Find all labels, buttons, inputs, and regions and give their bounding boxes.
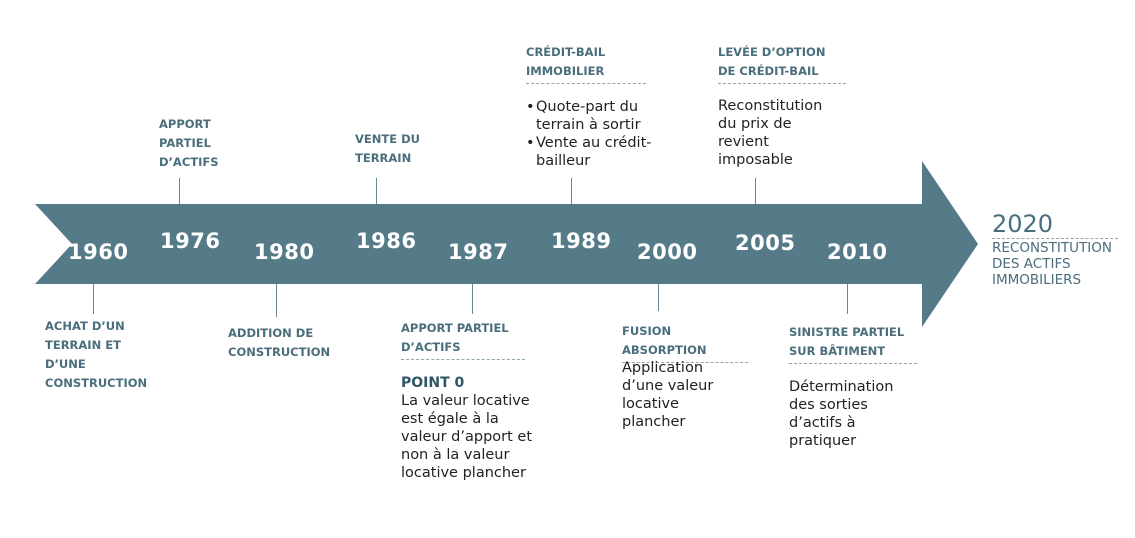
- event-1989-bullet: • Quote-part du terrain à sortir: [526, 98, 661, 134]
- year-2010: 2010: [827, 240, 888, 264]
- event-2010-text: Détermination des sorties d’actifs à pratiquer: [789, 379, 894, 449]
- event-1960-title: ACHAT D’UN TERRAIN ET D’UNE CONSTRUCTION: [45, 319, 148, 390]
- year-1976: 1976: [160, 229, 221, 253]
- event-2005-title: LEVÉE D’OPTION DE CRÉDIT-BAIL: [718, 43, 846, 84]
- event-1989-bullets: [526, 98, 661, 170]
- connector-1989: [571, 178, 572, 204]
- year-2000: 2000: [637, 240, 698, 264]
- end-year: 2020: [992, 210, 1054, 238]
- year-2005: 2005: [735, 231, 796, 255]
- connector-2010: [847, 284, 848, 314]
- connector-1987: [472, 284, 473, 314]
- year-1989: 1989: [551, 229, 612, 253]
- event-2005-text: Reconstitution du prix de revient imposable: [718, 98, 823, 168]
- event-1987-subhead: POINT 0: [401, 375, 465, 391]
- event-1987-title: APPORT PARTIEL D’ACTIFS: [401, 319, 525, 360]
- connector-1986: [376, 178, 377, 204]
- end-label: RECONSTITUTION DES ACTIFS IMMOBILIERS: [992, 240, 1112, 288]
- connector-2000: [658, 284, 659, 311]
- event-2010-title: SINISTRE PARTIEL SUR BÂTIMENT: [789, 323, 917, 364]
- event-1987-description: [401, 374, 546, 482]
- event-1980-title: ADDITION DE CONSTRUCTION: [228, 326, 331, 359]
- connector-2005: [755, 178, 756, 204]
- end-divider: [992, 238, 1118, 239]
- connector-1980: [276, 284, 277, 317]
- year-1960: 1960: [68, 240, 129, 264]
- event-2000-title: FUSION ABSORPTION: [622, 322, 748, 363]
- event-2000-text: Application d’une valeur locative plancher: [622, 360, 714, 430]
- event-1989-bullet: • Vente au crédit-bailleur: [526, 134, 661, 170]
- year-1987: 1987: [448, 240, 509, 264]
- event-1987-text: La valeur locative est égale à la valeur d’apport et non à la valeur locative plancher: [401, 393, 533, 481]
- event-1989-title: CRÉDIT-BAIL IMMOBILIER: [526, 43, 646, 84]
- event-1989-description: [526, 98, 661, 170]
- connector-1976: [179, 178, 180, 204]
- event-1986-title: VENTE DU TERRAIN: [355, 132, 420, 165]
- connector-1960: [93, 284, 94, 314]
- year-1980: 1980: [254, 240, 315, 264]
- event-1976-title: APPORT PARTIEL D’ACTIFS: [159, 117, 219, 169]
- year-1986: 1986: [356, 229, 417, 253]
